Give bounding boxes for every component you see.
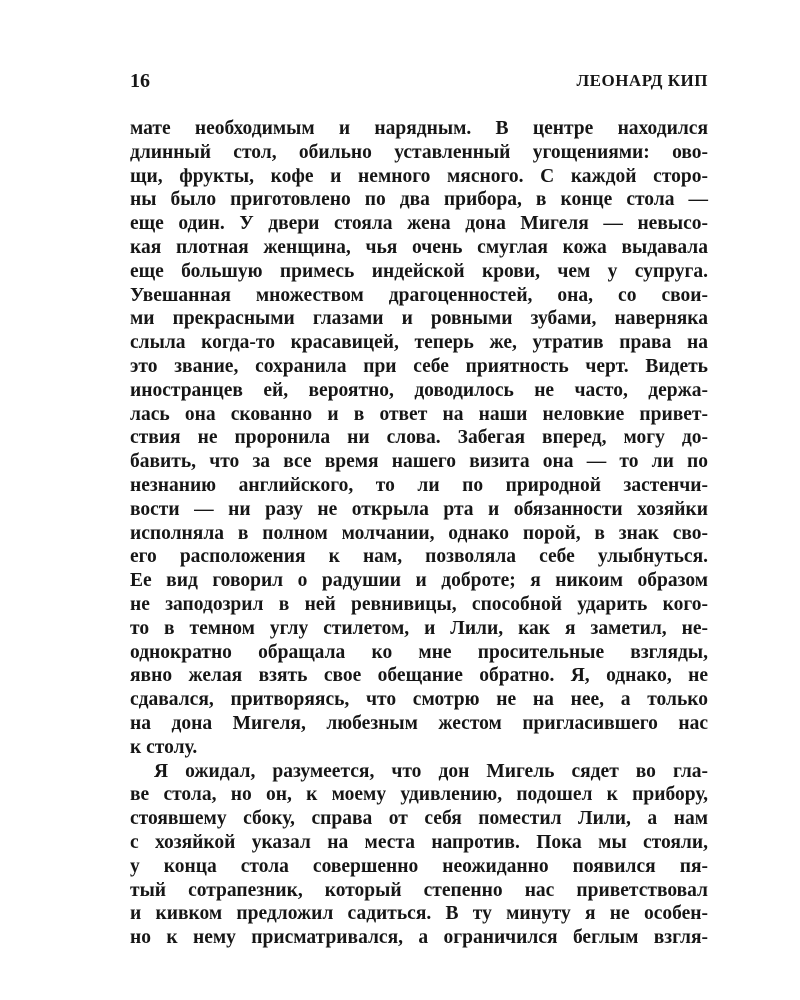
text-line: Увешанная множеством драгоценностей, она, со свои- bbox=[130, 284, 708, 306]
header-author: ЛЕОНАРД КИП bbox=[576, 71, 708, 90]
text-line: Я ожидал, разумеется, что дон Мигель сядет во гла- bbox=[154, 760, 708, 782]
text-line: вости — ни разу не открыла рта и обязанности хозяйки bbox=[130, 498, 708, 520]
text-line: мате необходимым и нарядным. В центре находился bbox=[130, 118, 708, 139]
text-line: с хозяйкой указал на места напротив. Пока мы стояли, bbox=[130, 831, 708, 853]
text-line: ны было приготовлено по два прибора, в конце стола — bbox=[130, 189, 708, 211]
text-line: Ее вид говорил о радушии и доброте; я никоим образом bbox=[130, 570, 708, 592]
text-line: стоявшему сбоку, справа от себя поместил Лили, а нам bbox=[130, 808, 708, 830]
text-line: тый сотрапезник, который степенно нас приветствовал bbox=[130, 879, 708, 901]
text-line: слыла когда-то красавицей, теперь же, утратив права на bbox=[130, 332, 708, 354]
text-line: ве стола, но он, к моему удивлению, подошел к прибору, bbox=[130, 784, 708, 806]
text-line: к столу. bbox=[130, 736, 198, 758]
text-line: бавить, что за все время нашего визита она — то ли по bbox=[130, 451, 708, 473]
text-line: кая плотная женщина, чья очень смуглая кожа выдавала bbox=[130, 236, 708, 258]
text-line: то в темном углу стилетом, и Лили, как я заметил, не- bbox=[130, 617, 708, 639]
text-line: и кивком предложил садиться. В ту минуту я не особен- bbox=[130, 903, 708, 925]
page-number: 16 bbox=[130, 70, 150, 92]
running-header bbox=[130, 66, 708, 96]
text-line: однократно обращала ко мне просительные взгляды, bbox=[130, 641, 708, 663]
paragraph-2 bbox=[130, 760, 708, 950]
paragraph-1 bbox=[130, 117, 708, 760]
text-body bbox=[130, 117, 708, 950]
text-line: сдавался, притворяясь, что смотрю не на нее, а только bbox=[130, 689, 708, 711]
text-line: иностранцев ей, вероятно, доводилось не часто, держа- bbox=[130, 379, 708, 401]
text-line: это звание, сохранила при себе приятность черт. Видеть bbox=[130, 355, 708, 377]
text-line: еще один. У двери стояла жена дона Мигеля — невысо- bbox=[130, 213, 708, 235]
text-line: щи, фрукты, кофе и немного мясного. С каждой сторо- bbox=[130, 165, 708, 187]
text-line: исполняла в полном молчании, однако порой, в знак сво- bbox=[130, 522, 708, 544]
text-line: еще большую примесь индейской крови, чем у супруга. bbox=[130, 260, 708, 282]
text-line: лась она скованно и в ответ на наши неловкие привет- bbox=[130, 403, 708, 425]
text-line: но к нему присматривался, а ограничился беглым взгля- bbox=[130, 927, 708, 949]
text-line: не заподозрил в ней ревнивицы, способной ударить кого- bbox=[130, 593, 708, 615]
text-line: явно желая взять свое обещание обратно. Я, однако, не bbox=[130, 665, 708, 687]
text-line: у конца стола совершенно неожиданно появился пя- bbox=[130, 855, 708, 877]
text-line: ми прекрасными глазами и ровными зубами, наверняка bbox=[130, 308, 708, 330]
text-line: длинный стол, обильно уставленный угощениями: ово- bbox=[130, 141, 708, 163]
text-line: на дона Мигеля, любезным жестом пригласившего нас bbox=[130, 712, 708, 734]
text-line: ствия не проронила ни слова. Забегая вперед, могу до- bbox=[130, 427, 708, 449]
text-line: его расположения к нам, позволяла себе улыбнуться. bbox=[130, 546, 708, 568]
text-line: незнанию английского, то ли по природной застенчи- bbox=[130, 474, 708, 496]
